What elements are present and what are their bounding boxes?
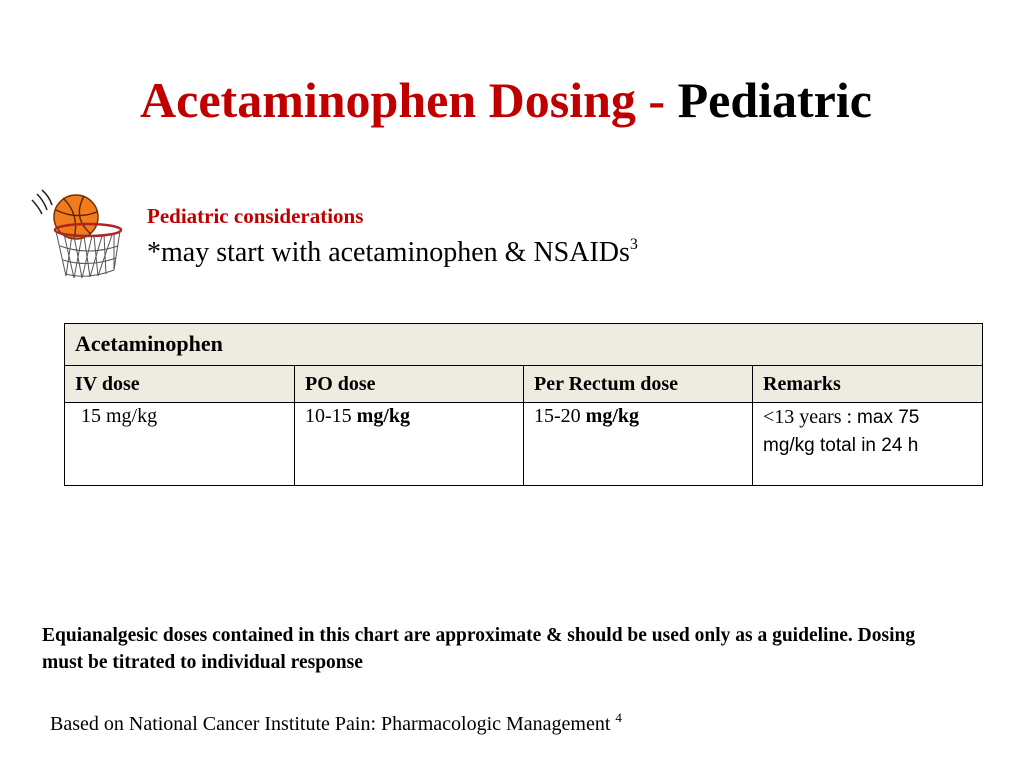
po-dose-unit: mg/kg: [356, 405, 411, 427]
cell-iv-dose: [65, 403, 295, 486]
remarks-text: max 75 mg/kg total in 24 h: [763, 407, 920, 456]
title-sub: Pediatric: [677, 72, 872, 128]
cell-po-dose: [295, 403, 524, 486]
considerations-label: Pediatric considerations: [147, 204, 364, 228]
disclaimer: Equianalgesic doses contained in this chart are approximate & should be used only as a guideline. Dosing must be titrated to individual response: [42, 625, 916, 673]
table-caption: Acetaminophen: [65, 324, 983, 366]
pr-dose-range: 15-20: [534, 405, 586, 427]
source-text: Based on National Cancer Institute Pain: Pharmacologic Management: [50, 713, 616, 735]
table-caption-row: [65, 324, 983, 366]
header-iv-dose: IV dose: [65, 366, 295, 403]
considerations-ref: 3: [629, 236, 638, 253]
table-row: [65, 403, 983, 486]
source-citation: [50, 710, 622, 738]
po-dose-range: 10-15: [305, 405, 357, 427]
considerations-body: *may start with acetaminophen & NSAIDs: [147, 237, 630, 268]
table-header-row: [65, 366, 983, 403]
cell-remarks: [753, 403, 983, 486]
pr-dose-unit: mg/kg: [585, 405, 640, 427]
header-remarks: Remarks: [753, 366, 983, 403]
remarks-prefix: <13 years :: [763, 406, 858, 428]
header-po-dose: PO dose: [295, 366, 524, 403]
cell-pr-dose: [524, 403, 753, 486]
iv-dose-value: 15 mg/kg: [81, 405, 158, 427]
header-pr-dose: Per Rectum dose: [524, 366, 753, 403]
basketball-hoop-icon: [28, 186, 126, 282]
dosing-table: [64, 323, 983, 486]
page-title: [0, 68, 1012, 132]
source-ref: 4: [615, 710, 622, 725]
title-main: Acetaminophen Dosing -: [140, 72, 678, 128]
considerations-text: [147, 234, 638, 272]
